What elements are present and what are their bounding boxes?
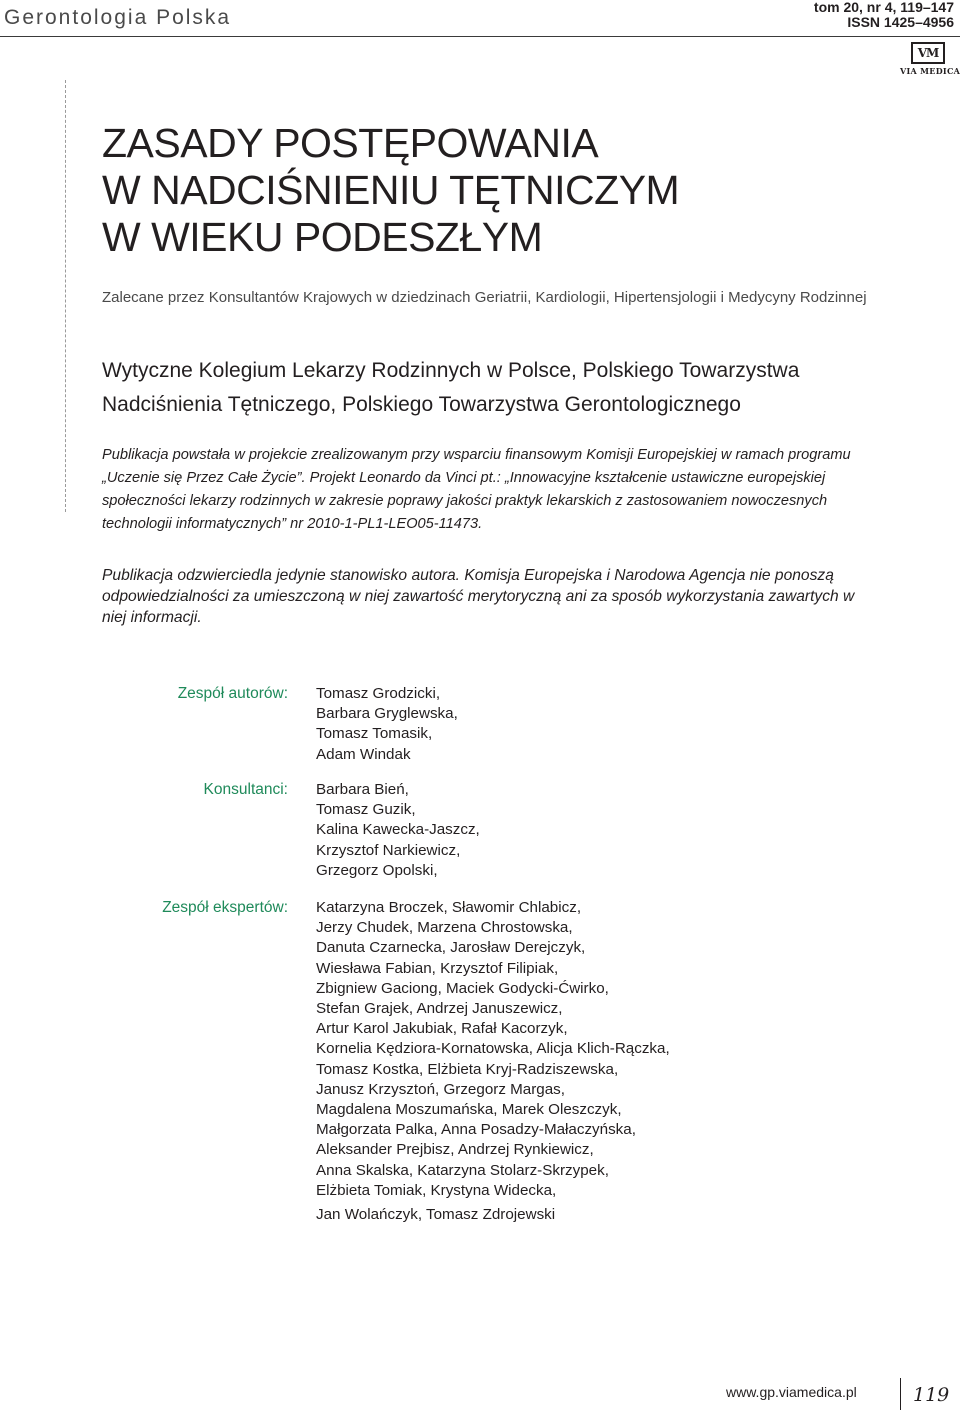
expert-names: Elżbieta Tomiak, Krystyna Widecka, — [316, 1181, 557, 1199]
expert-names: Jan Wolańczyk, Tomasz Zdrojewski — [316, 1206, 556, 1224]
expert-names: Stefan Grajek, Andrzej Januszewicz, — [316, 1000, 563, 1018]
consultant-name: Barbara Bień, — [316, 781, 409, 798]
consultant-name: Tomasz Guzik, — [316, 801, 416, 819]
expert-names: Zbigniew Gaciong, Maciek Godycki-Ćwirko, — [316, 979, 609, 997]
title-line: W NADCIŚNIENIU TĘTNICZYM — [102, 167, 680, 213]
page-number: 119 — [900, 1378, 960, 1410]
issue-info — [814, 0, 954, 30]
expert-names: Kornelia Kędziora-Kornatowska, Alicja Klich-Rączka, — [316, 1040, 670, 1058]
expert-names: Tomasz Kostka, Elżbieta Kryj-Radziszewska, — [316, 1060, 619, 1078]
expert-names: Małgorzata Palka, Anna Posadzy-Małaczyńska, — [316, 1121, 636, 1139]
consultants-label: Konsultanci: — [203, 781, 288, 798]
publisher-logo — [900, 42, 960, 76]
title-line: ZASADY POSTĘPOWANIA — [102, 120, 599, 166]
expert-names: Janusz Krzysztoń, Grzegorz Margas, — [316, 1080, 565, 1098]
journal-name: Gerontologia Polska — [4, 6, 232, 29]
consultant-name: Krzysztof Narkiewicz, — [316, 841, 461, 859]
expert-names: Anna Skalska, Katarzyna Stolarz-Skrzypek, — [316, 1161, 609, 1179]
authors-list — [316, 684, 458, 765]
expert-names: Katarzyna Broczek, Sławomir Chlabicz, — [316, 899, 582, 916]
consultants-list — [316, 780, 480, 881]
issn: ISSN 1425–4956 — [847, 14, 954, 30]
expert-names: Magdalena Moszumańska, Marek Oleszczyk, — [316, 1101, 622, 1119]
expert-names: Danuta Czarnecka, Jarosław Derejczyk, — [316, 939, 586, 957]
consultant-name: Kalina Kawecka-Jaszcz, — [316, 821, 480, 839]
disclaimer: Publikacja odzwierciedla jedynie stanowisko autora. Komisja Europejska i Narodowa Agencja nie ponoszą odpowiedzialności za umieszczoną w niej zawartość merytoryczną ani za sposób wykorzystania zawartych w niej informacji. — [102, 567, 855, 626]
consultant-name: Grzegorz Opolski, — [316, 861, 438, 879]
author-name: Adam Windak — [316, 745, 411, 763]
expert-names: Wiesława Fabian, Krzysztof Filipiak, — [316, 959, 559, 977]
author-name: Tomasz Grodzicki, — [316, 685, 441, 702]
author-name: Barbara Gryglewska, — [316, 705, 458, 723]
title-line: W WIEKU PODESZŁYM — [102, 214, 543, 260]
publisher-name: VIA MEDICA — [900, 66, 960, 76]
issue-volume: tom 20, nr 4, 119–147 — [813, 0, 954, 15]
dashed-margin-line — [65, 80, 66, 512]
article-title — [102, 120, 862, 261]
funding-note: Publikacja powstała w projekcie zrealizowanym przy wsparciu finansowym Komisji Europejskiej w ramach programu „Uczenie się Przez Całe Życie”. Projekt Leonardo da Vinci pt.: „Innowacyjne kształcenie ustawiczne europejskiej społeczności lekarzy rodzinnych w zakresie poprawy jakości praktyk lekarskich z zastosowaniem nowoczesnych technologii informatycznych” nr 2010-1-PL1-LEO05-11473. — [102, 447, 851, 532]
experts-list — [316, 898, 670, 1225]
header-divider — [0, 36, 960, 37]
journal-url[interactable]: www.gp.viamedica.pl — [726, 1384, 857, 1400]
expert-names: Artur Karol Jakubiak, Rafał Kacorzyk, — [316, 1020, 568, 1038]
author-name: Tomasz Tomasik, — [316, 725, 433, 743]
expert-names: Aleksander Prejbisz, Andrzej Rynkiewicz, — [316, 1141, 594, 1159]
guidelines-subtitle: Wytyczne Kolegium Lekarzy Rodzinnych w Polsce, Polskiego Towarzystwa Nadciśnienia Tętniczego, Polskiego Towarzystwa Gerontologicznego — [102, 359, 800, 416]
recommended-by: Zalecane przez Konsultantów Krajowych w dziedzinach Geriatrii, Kardiologii, Hipertensjologii i Medycyny Rodzinnej — [102, 289, 867, 306]
authors-label: Zespół autorów: — [177, 685, 288, 702]
experts-label: Zespół ekspertów: — [162, 899, 288, 916]
via-medica-logo-icon: VM — [911, 42, 945, 64]
expert-names: Jerzy Chudek, Marzena Chrostowska, — [316, 919, 573, 937]
